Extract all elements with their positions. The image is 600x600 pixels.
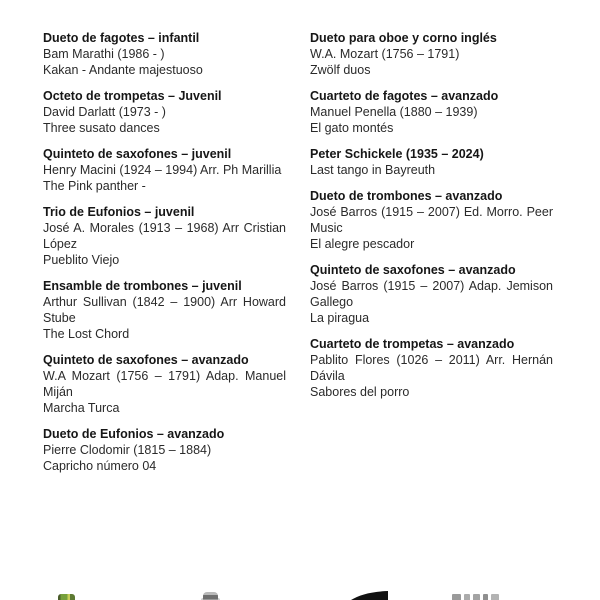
entry-piece-line: Three susato dances (43, 121, 160, 135)
entry-title: Quinteto de saxofones – avanzado (310, 263, 516, 277)
entry-piece-line: El gato montés (310, 121, 394, 135)
gray-wordmark-logo-icon (452, 594, 502, 600)
gray-emblem-logo-icon (203, 592, 218, 600)
program-entry (310, 146, 553, 178)
entry-piece-line: Marcha Turca (43, 401, 120, 415)
black-swoosh-logo-icon (351, 590, 389, 600)
entry-composer-line: Pablito Flores (1026 – 2011) Arr. Hernán Dávila (310, 353, 553, 383)
entry-composer-line: José Barros (1915 – 2007) Ed. Morro. Peer Music (310, 205, 553, 235)
program-entry (310, 88, 553, 136)
entry-piece-line: La piragua (310, 311, 370, 325)
entry-title: Octeto de trompetas – Juvenil (43, 89, 222, 103)
entry-composer-line: Manuel Penella (1880 – 1939) (310, 105, 478, 119)
entry-title: Dueto de fagotes – infantil (43, 31, 200, 45)
program-entry (310, 188, 553, 252)
entry-piece-line: Kakan - Andante majestuoso (43, 63, 203, 77)
program-entry (43, 30, 286, 78)
entry-title: Trio de Eufonios – juvenil (43, 205, 195, 219)
entry-title: Quinteto de saxofones – juvenil (43, 147, 232, 161)
entry-title: Dueto para oboe y corno inglés (310, 31, 497, 45)
entry-piece-line: Capricho número 04 (43, 459, 157, 473)
program-entry (310, 30, 553, 78)
program-entry (43, 352, 286, 416)
program-entry (43, 88, 286, 136)
program-columns (43, 30, 555, 484)
entry-piece-line: Pueblito Viejo (43, 253, 120, 267)
entry-piece-line: Last tango in Bayreuth (310, 163, 436, 177)
entry-composer-line: David Darlatt (1973 - ) (43, 105, 166, 119)
entry-title: Ensamble de trombones – juvenil (43, 279, 242, 293)
entry-composer-line: Arthur Sullivan (1842 – 1900) Arr Howard Stube (43, 295, 286, 325)
entry-composer-line: José A. Morales (1913 – 1968) Arr Cristian López (43, 221, 286, 251)
program-column-left (43, 30, 286, 484)
program-entry (43, 278, 286, 342)
entry-composer-line: W.A Mozart (1756 – 1791) Adap. Manuel Miján (43, 369, 286, 399)
green-emblem-logo-icon (58, 594, 75, 600)
entry-composer-line: Pierre Clodomir (1815 – 1884) (43, 443, 212, 457)
entry-composer-line: José Barros (1915 – 2007) Adap. Jemison Gallego (310, 279, 553, 309)
entry-piece-line: Sabores del porro (310, 385, 410, 399)
entry-piece-line: The Lost Chord (43, 327, 130, 341)
entry-composer-line: Henry Macini (1924 – 1994) Arr. Ph Marillia (43, 163, 282, 177)
entry-piece-line: The Pink panther - (43, 179, 146, 193)
entry-title: Dueto de trombones – avanzado (310, 189, 503, 203)
program-entry (310, 336, 553, 400)
program-entry (43, 426, 286, 474)
entry-composer-line: W.A. Mozart (1756 – 1791) (310, 47, 460, 61)
entry-title: Cuarteto de trompetas – avanzado (310, 337, 515, 351)
entry-piece-line: El alegre pescador (310, 237, 415, 251)
program-entry (310, 262, 553, 326)
program-entry (43, 146, 286, 194)
entry-piece-line: Zwölf duos (310, 63, 371, 77)
entry-title: Cuarteto de fagotes – avanzado (310, 89, 499, 103)
program-entry (43, 204, 286, 268)
program-column-right (310, 30, 553, 484)
entry-composer-line: Bam Marathi (1986 - ) (43, 47, 165, 61)
entry-title: Peter Schickele (1935 – 2024) (310, 147, 484, 161)
entry-title: Dueto de Eufonios – avanzado (43, 427, 225, 441)
entry-title: Quinteto de saxofones – avanzado (43, 353, 249, 367)
